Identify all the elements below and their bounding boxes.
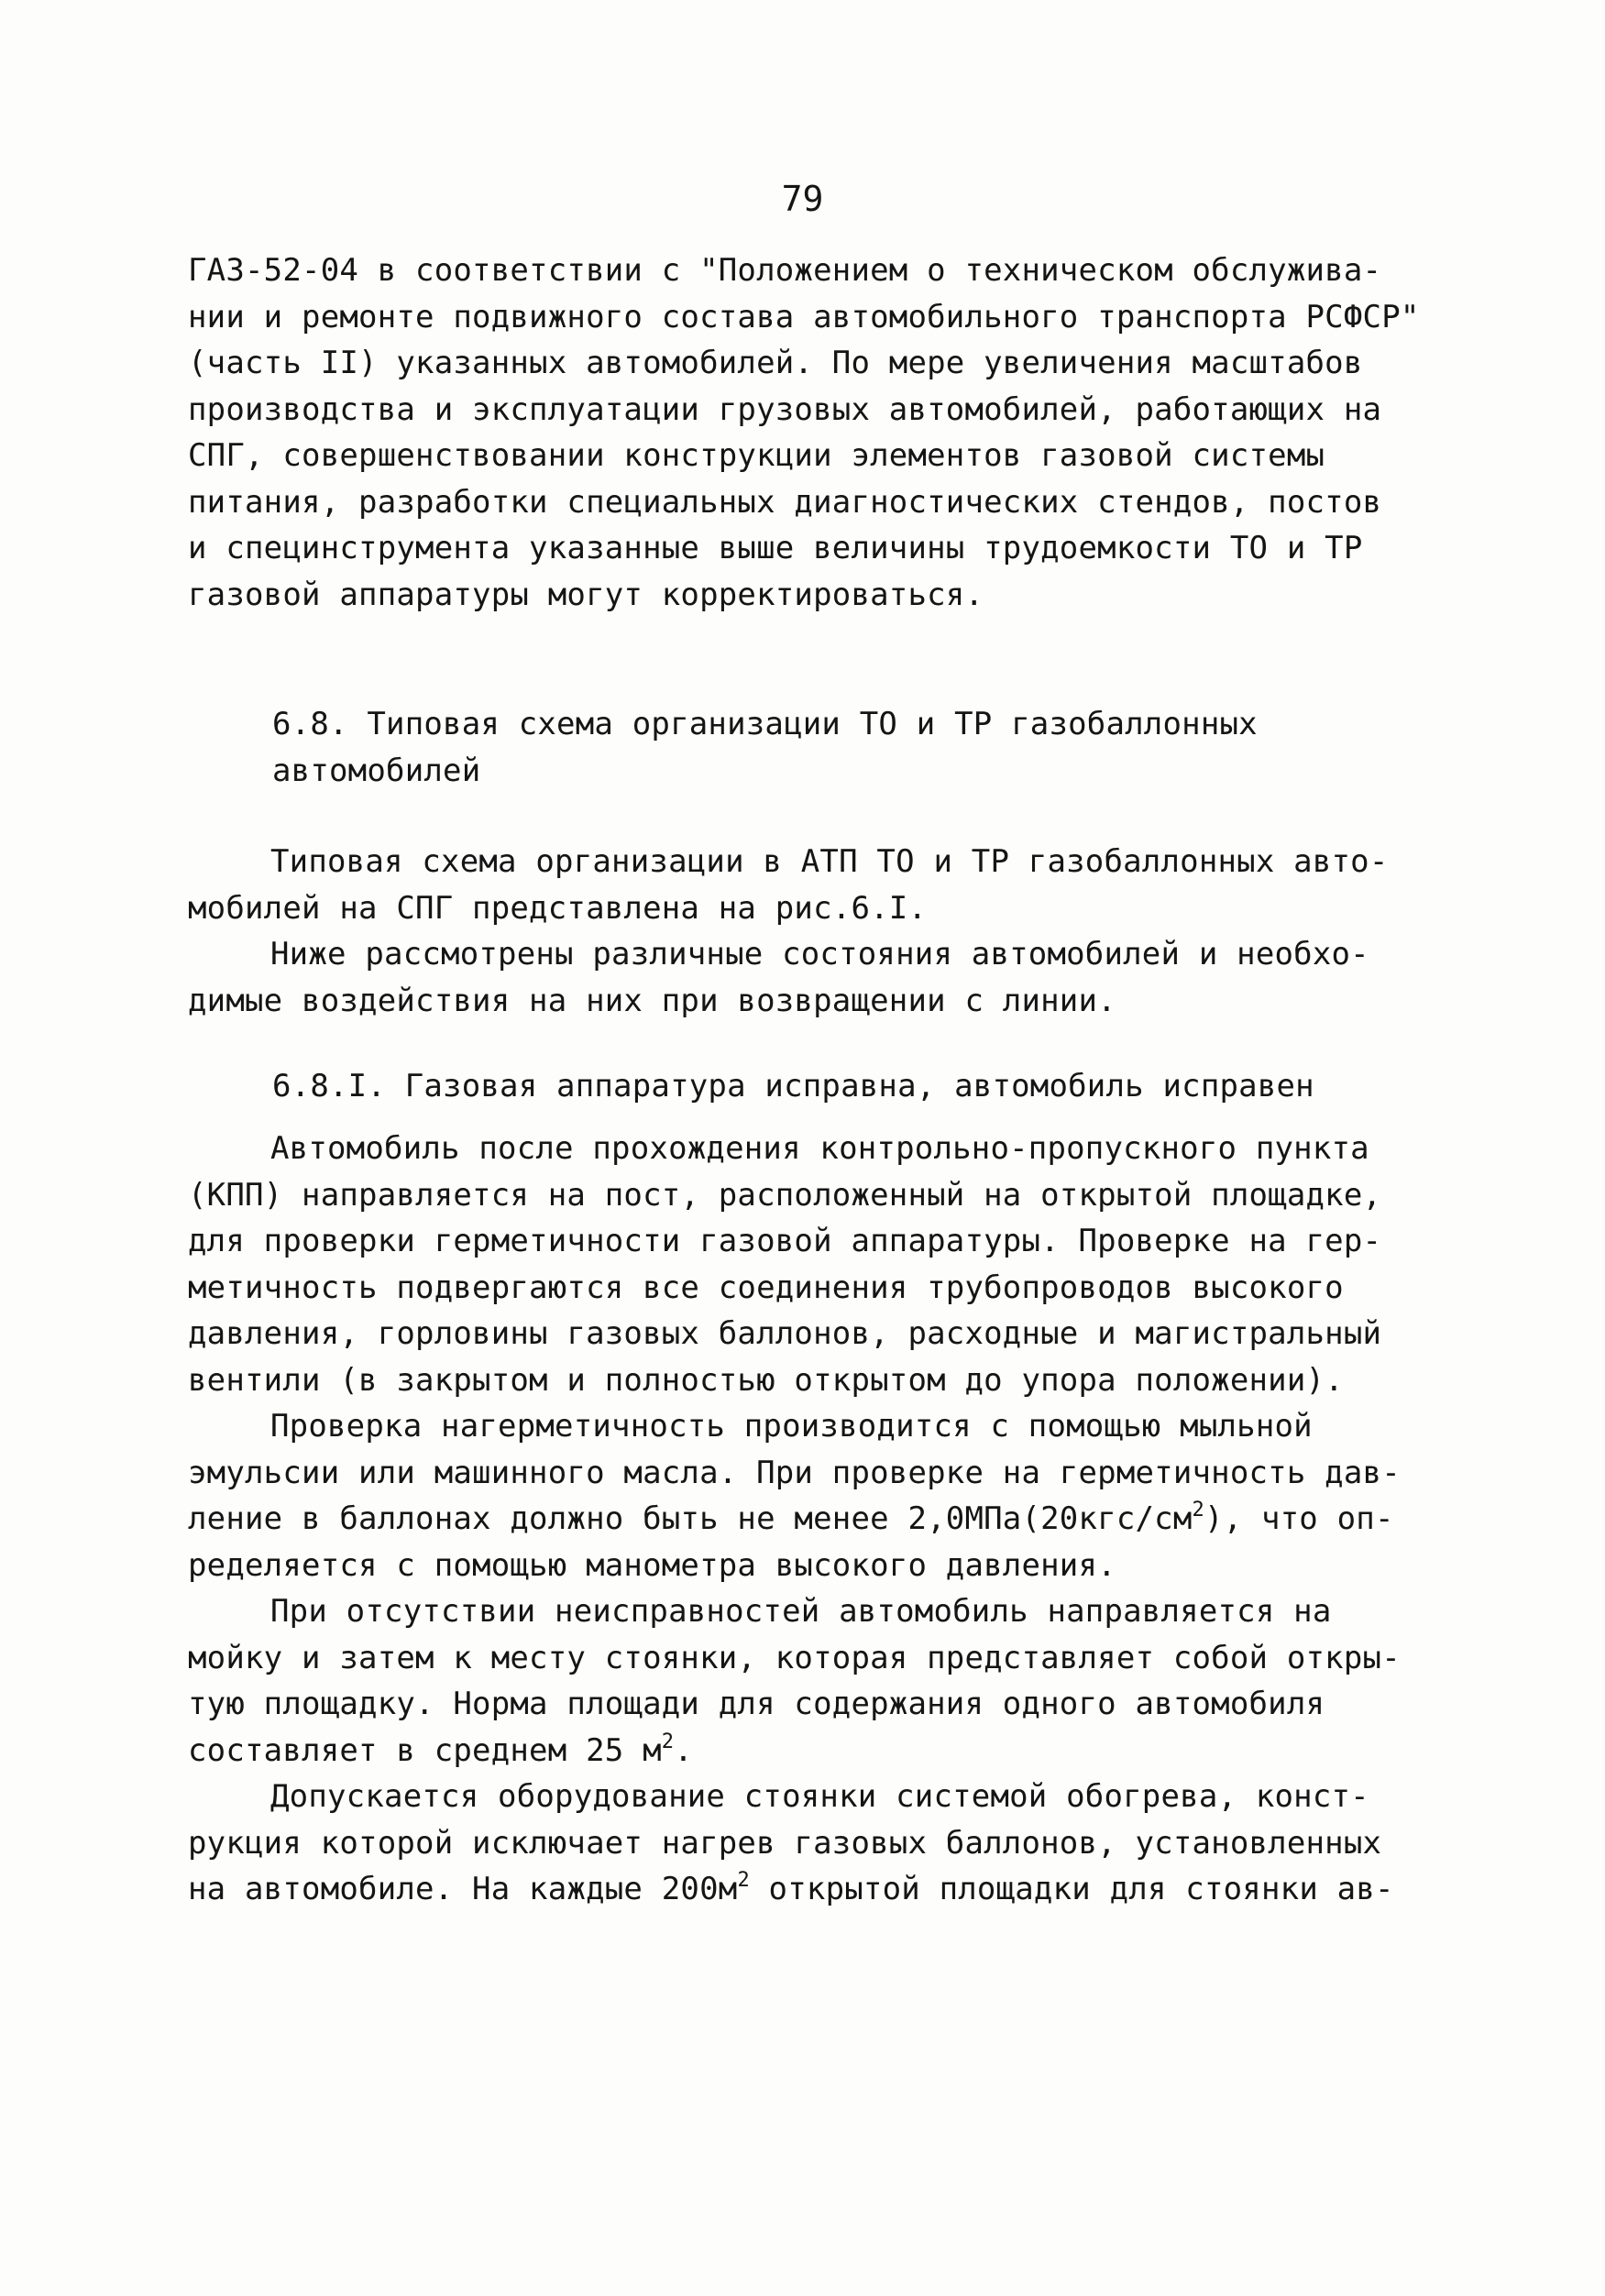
text-line: (часть II) указанных автомобилей. По мере увеличения масштабов xyxy=(188,345,1363,381)
subsection-title: 6.8.I. Газовая аппаратура исправна, автомобиль исправен xyxy=(272,1068,1314,1104)
text-line: нии и ремонте подвижного состава автомобильного транспорта РСФСР" xyxy=(188,298,1420,335)
text-line: рукция которой исключает нагрев газовых баллонов, установленных xyxy=(188,1824,1382,1862)
section-title-line: автомобилей xyxy=(272,752,481,789)
text-fragment: на автомобиле. На каждые 200м xyxy=(188,1871,738,1907)
section-6-8-1-body xyxy=(188,1126,1401,1913)
text-line xyxy=(188,1496,1393,1543)
text-line: Автомобиль после прохождения контрольно-пропускного пункта xyxy=(270,1130,1369,1167)
text-fragment: ), что оп- xyxy=(1204,1500,1394,1537)
text-line: мобилей на СПГ представлена на рис.6.I. xyxy=(188,889,928,927)
text-line: питания, разработки специальных диагностических стендов, постов xyxy=(188,483,1382,521)
text-line: производства и эксплуатации грузовых автомобилей, работающих на xyxy=(188,390,1382,428)
text-fragment: составляет в среднем 25 м xyxy=(188,1731,662,1769)
intro-paragraph xyxy=(188,247,1420,618)
text-fragment: открытой площадки для стоянки ав- xyxy=(749,1871,1394,1907)
text-fragment: ление в баллонах должно быть не менее 2,0МПа(20кгс/см xyxy=(188,1500,1193,1537)
text-line: метичность подвергаются все соединения трубопроводов высокого xyxy=(188,1269,1344,1306)
text-line xyxy=(188,1728,1393,1774)
text-line: давления, горловины газовых баллонов, расходные и магистральный xyxy=(188,1315,1382,1352)
superscript: 2 xyxy=(737,1869,750,1892)
superscript: 2 xyxy=(1192,1499,1204,1522)
superscript: 2 xyxy=(661,1730,675,1753)
section-title-line: 6.8. Типовая схема организации ТО и ТР газобаллонных xyxy=(272,706,1258,742)
text-line: тую площадку. Норма площади для содержания одного автомобиля xyxy=(188,1686,1325,1722)
text-line: Проверка нагерметичность производится с помощью мыльной xyxy=(270,1408,1313,1445)
text-line: мойку и затем к месту стоянки, которая представляет собой откры- xyxy=(188,1639,1401,1676)
text-line: и специнструмента указанные выше величины трудоемкости ТО и ТР xyxy=(188,530,1363,566)
text-line: Типовая схема организации в АТП ТО и ТР газобаллонных авто- xyxy=(270,843,1389,880)
text-line: СПГ, совершенствовании конструкции элементов газовой системы xyxy=(188,437,1325,474)
text-line: При отсутствии неисправностей автомобиль направляется на xyxy=(270,1593,1332,1630)
text-line: Допускается оборудование стоянки системой обогрева, конст- xyxy=(270,1778,1369,1815)
text-line xyxy=(188,1866,1393,1913)
text-line: (КПП) направляется на пост, расположенный на открытой площадке, xyxy=(188,1176,1382,1214)
text-line: димые воздействия на них при возвращении с линии. xyxy=(188,982,1116,1019)
text-line: для проверки герметичности газовой аппаратуры. Проверке на гер- xyxy=(188,1223,1382,1259)
text-line: вентили (в закрытом и полностью открытом до упора положении). xyxy=(188,1361,1344,1399)
page-number: 79 xyxy=(781,179,824,219)
text-line: эмульсии или машинного масла. При проверке на герметичность дав- xyxy=(188,1454,1401,1491)
text-line: ГАЗ-52-04 в соответствии с "Положением о техническом обслужива- xyxy=(188,252,1382,289)
section-6-8-1-heading xyxy=(188,1063,1393,1110)
section-6-8-text xyxy=(188,839,1393,1024)
section-6-8-heading xyxy=(188,701,1393,794)
text-line: Ниже рассмотрены различные состояния автомобилей и необхо- xyxy=(270,936,1369,972)
text-line: газовой аппаратуры могут корректироваться. xyxy=(188,576,984,613)
text-fragment: . xyxy=(674,1731,693,1769)
text-line: ределяется с помощью манометра высокого давления. xyxy=(188,1546,1116,1584)
